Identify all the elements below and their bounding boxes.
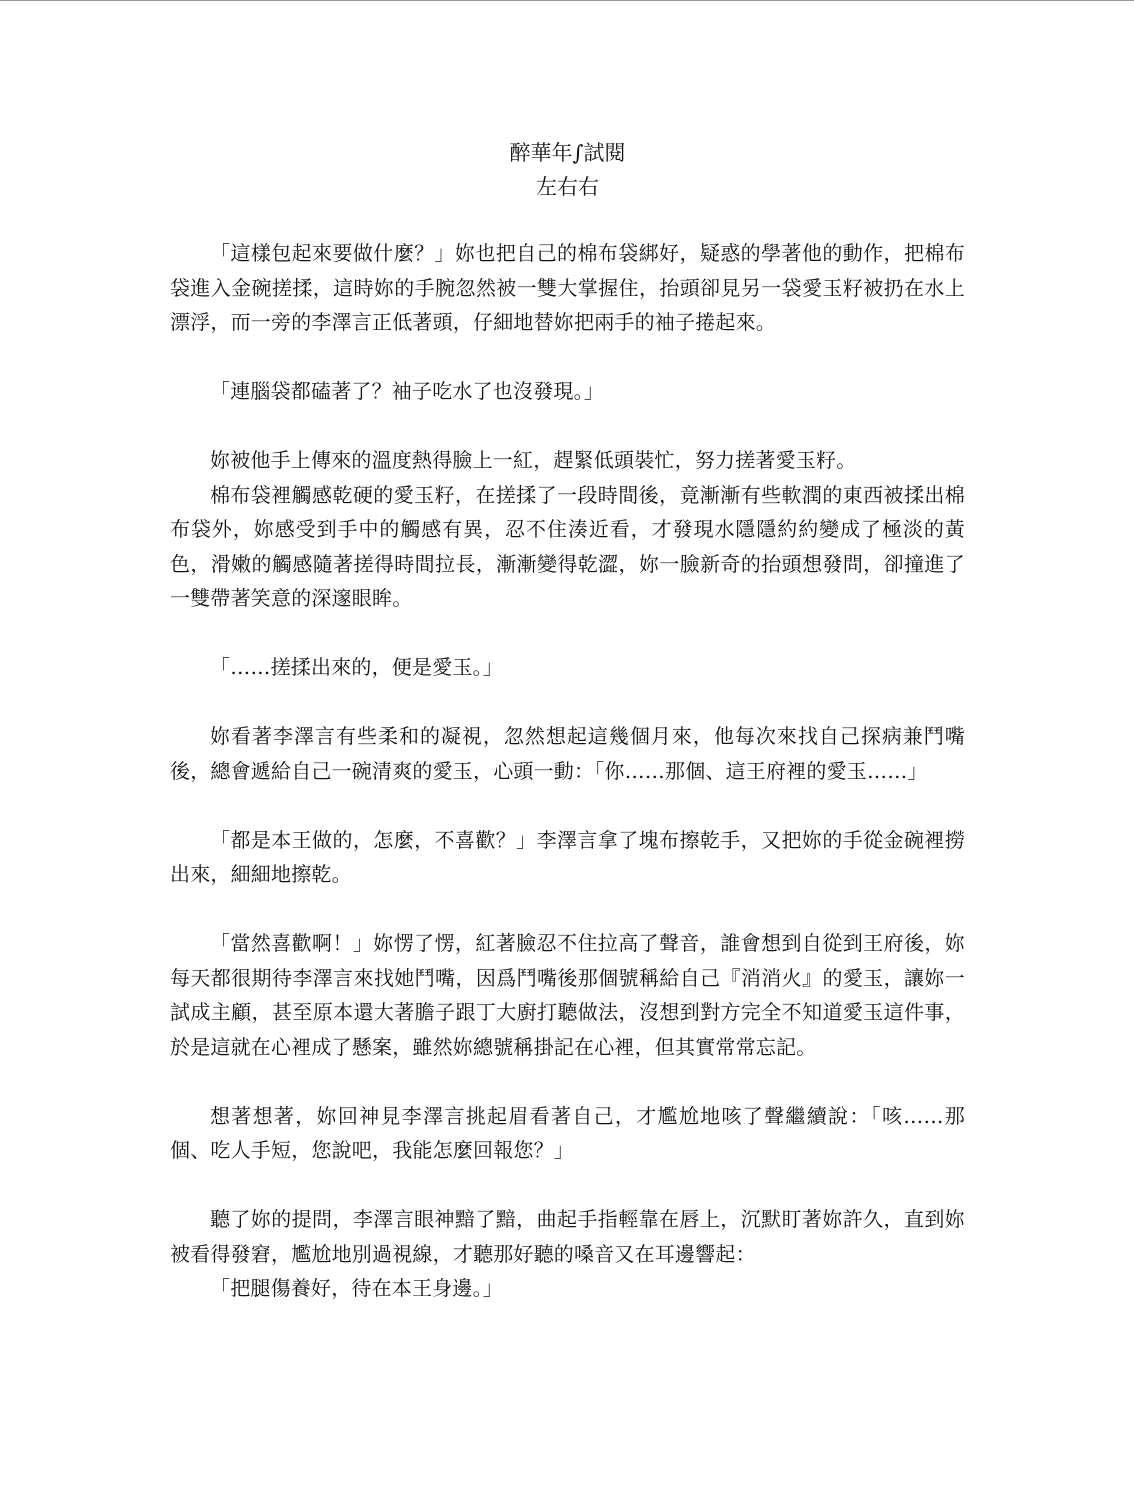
paragraph-gap (170, 685, 965, 720)
paragraph-gap (170, 1064, 965, 1099)
page-top-border (0, 0, 1134, 1)
paragraph-7: 「都是本王做的，怎麼，不喜歡？」李澤言拿了塊布擦乾手，又把妳的手從金碗裡撈出來，細細地擦乾。 (170, 827, 965, 886)
paragraph-gap (170, 340, 965, 375)
paragraph-gap (170, 788, 965, 823)
paragraph-3: 妳被他手上傳來的溫度熱得臉上一紅，趕緊低頭裝忙，努力搓著愛玉籽。 (210, 448, 857, 472)
document-title: 醉華年∫試閱 (509, 141, 626, 165)
paragraph-4: 棉布袋裡觸感乾硬的愛玉籽，在搓揉了一段時間後，竟漸漸有些軟潤的東西被揉出棉布袋外，妳感受到手中的觸感有異，忍不住湊近看，才發現水隱隱約約變成了極淡的黃色，滑嫩的觸感隨著搓得時間拉長，漸漸變得乾澀，妳一臉新奇的抬頭想發問，卻撞進了一雙帶著笑意的深邃眼眸。 (170, 482, 965, 610)
paragraph-gap (170, 892, 965, 927)
paragraph-6: 妳看著李澤言有些柔和的凝視，忽然想起這幾個月來，他每次來找自己探病兼鬥嘴後，總會遞給自己一碗清爽的愛玉，心頭一動：「你……那個、這王府裡的愛玉……」 (170, 724, 965, 783)
paragraph-10: 聽了妳的提問，李澤言眼神黯了黯，曲起手指輕靠在唇上，沉默盯著妳許久，直到妳被看得發窘，尷尬地別過視線，才聽那好聽的嗓音又在耳邊響起： (170, 1207, 965, 1266)
paragraph-8: 「當然喜歡啊！」妳愣了愣，紅著臉忍不住拉高了聲音，誰會想到自從到王府後，妳每天都很期待李澤言來找她鬥嘴，因爲鬥嘴後那個號稱給自己『消消火』的愛玉，讓妳一試成主顧，甚至原本還大著膽子跟丁大廚打聽做法，沒想到對方完全不知道愛玉這件事，於是這就在心裡成了懸案，雖然妳總號稱掛記在心裡，但其實常常忘記。 (170, 931, 965, 1059)
paragraph-2: 「連腦袋都磕著了？袖子吃水了也沒發現。」 (210, 379, 604, 403)
paragraph-gap (170, 409, 965, 444)
document-author: 左右右 (536, 175, 599, 199)
paragraph-1: 「這樣包起來要做什麼？」妳也把自己的棉布袋綁好，疑惑的學著他的動作，把棉布袋進入金碗搓揉，這時妳的手腕忽然被一雙大掌握住，抬頭卻見另一袋愛玉籽被扔在水上漂浮，而一旁的李澤言正低著頭，仔細地替妳把兩手的袖子捲起來。 (170, 241, 965, 334)
document-page (170, 135, 965, 1306)
paragraph-gap (170, 1168, 965, 1203)
paragraph-gap (170, 616, 965, 651)
paragraph-9: 想著想著，妳回神見李澤言挑起眉看著自己，才尷尬地咳了聲繼續說：「咳……那個、吃人手短，您說吧，我能怎麼回報您？」 (170, 1103, 965, 1162)
paragraph-11: 「把腿傷養好，待在本王身邊。」 (210, 1276, 503, 1300)
paragraph-5: 「……搓揉出來的，便是愛玉。」 (210, 655, 503, 679)
